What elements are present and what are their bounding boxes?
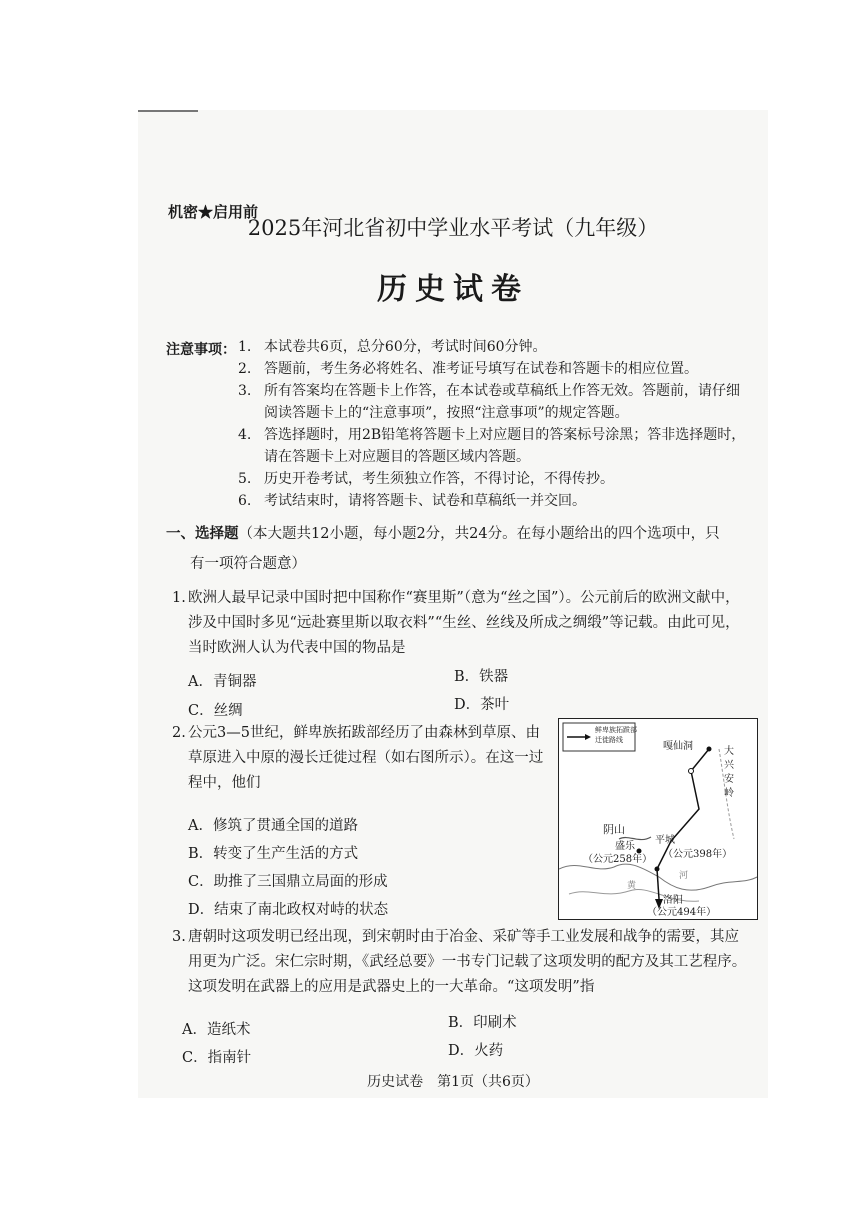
note-text: 答选择题时，用2B铅笔将答题卡上对应题目的答案标号涂黑；答非选择题时，请在答题卡上对应题目的答题区域内答题。	[264, 427, 746, 465]
label-yinshan: 阴山	[603, 823, 625, 836]
confidential-mark: 机密★启用前	[168, 203, 259, 221]
question-number: 1.	[172, 590, 186, 606]
note-text: 历史开卷考试，考生须独立作答，不得讨论，不得传抄。	[264, 471, 614, 487]
option-1b[interactable]: B．铁器	[454, 669, 509, 685]
note-number: 2.	[238, 361, 252, 377]
question-number: 3.	[172, 929, 186, 945]
section-instructions: （本大题共12小题，每小题2分，共24分。在每小题给出的四个选项中，只	[238, 526, 720, 542]
option-1c[interactable]: C．丝绸	[188, 703, 243, 719]
label-shengle-year: （公元258年）	[583, 854, 653, 865]
label-pingcheng: 平城	[655, 835, 675, 846]
legend-text-1: 鲜卑族拓跋部	[595, 726, 637, 734]
note-item	[238, 468, 753, 490]
exam-paper	[138, 110, 768, 1098]
option-2a[interactable]: A．修筑了贯通全国的道路	[188, 818, 358, 834]
note-item	[238, 336, 753, 358]
note-item	[238, 358, 753, 380]
question-stem: 欧洲人最早记录中国时把中国称作“赛里斯”（意为“丝之国”）。公元前后的欧洲文献中，涉及中国时多见“远赴赛里斯以取衣料”“生丝、丝线及所成之绸缎”等记载。由此可见，当时欧洲人认为代表中国的物品是	[188, 590, 740, 656]
option-3c[interactable]: C．指南针	[182, 1050, 252, 1066]
option-1d[interactable]: D．茶叶	[454, 697, 510, 713]
note-number: 5.	[238, 471, 252, 487]
option-2b[interactable]: B．转变了生产生活的方式	[188, 846, 359, 862]
option-2d[interactable]: D．结束了南北政权对峙的状态	[188, 902, 389, 918]
note-number: 4.	[238, 427, 252, 443]
notes-label: 注意事项：	[166, 342, 236, 358]
note-number: 1.	[238, 339, 252, 355]
option-3a[interactable]: A．造纸术	[182, 1022, 251, 1038]
cave-marker	[707, 747, 712, 752]
option-3b[interactable]: B．印刷术	[448, 1015, 517, 1031]
question-2	[172, 721, 550, 796]
migration-map	[558, 718, 758, 920]
subject-title: 历史试卷	[377, 272, 529, 307]
question-stem: 公元3—5世纪，鲜卑族拓跋部经历了由森林到草原、由草原进入中原的漫长迁徙过程（如右图所示）。在这一过程中，他们	[188, 725, 544, 791]
question-number: 2.	[172, 725, 186, 741]
note-text: 本试卷共6页，总分60分，考试时间60分钟。	[264, 339, 547, 355]
scan-edge-line	[138, 110, 198, 112]
label-huang: 黄	[627, 881, 637, 891]
note-number: 3.	[238, 383, 252, 399]
exam-title: 2025年河北省初中学业水平考试（九年级）	[247, 216, 659, 240]
label-shengle: 盛乐	[615, 841, 635, 852]
section-instructions-cont: 有一项符合题意）	[190, 556, 306, 572]
note-number: 6.	[238, 493, 252, 509]
label-luoyang: 洛阳	[663, 895, 683, 906]
note-item	[238, 424, 753, 468]
question-3	[172, 925, 752, 1000]
label-range: 大兴安岭	[724, 746, 734, 799]
note-item	[238, 380, 753, 424]
migration-route-south	[657, 869, 659, 899]
section-title: 一、选择题	[166, 525, 239, 542]
pingcheng-marker	[655, 867, 660, 872]
label-cave: 嘎仙洞	[663, 741, 693, 752]
label-he: 河	[679, 871, 689, 881]
shengle-marker	[637, 849, 642, 854]
note-item	[238, 490, 753, 512]
note-text: 考试结束时，请将答题卡、试卷和草稿纸一并交回。	[264, 493, 586, 509]
section-heading	[166, 524, 720, 544]
option-1a[interactable]: A．青铜器	[188, 674, 257, 690]
label-pingcheng-year: （公元398年）	[663, 849, 733, 860]
question-1	[172, 586, 752, 661]
page-footer: 历史试卷 第1页（共6页）	[367, 1074, 539, 1090]
option-2c[interactable]: C．助推了三国鼎立局面的形成	[188, 874, 388, 890]
note-text: 所有答案均在答题卡上作答，在本试卷或草稿纸上作答无效。答题前，请仔细阅读答题卡上的“注意事项”，按照“注意事项”的规定答题。	[264, 383, 740, 421]
legend-text-2: 迁徙路线	[595, 736, 623, 744]
question-stem: 唐朝时这项发明已经出现，到宋朝时由于冶金、采矿等手工业发展和战争的需要，其应用更为广泛。宋仁宗时期，《武经总要》一书专门记载了这项发明的配方及其工艺程序。这项发明在武器上的应用是武器史上的一大革命。“这项发明”指	[188, 929, 747, 995]
note-text: 答题前，考生务必将姓名、准考证号填写在试卷和答题卡的相应位置。	[264, 361, 698, 377]
waypoint-marker	[689, 769, 694, 774]
notes-list	[238, 336, 753, 512]
yinshan-range	[619, 837, 651, 840]
label-luoyang-year: （公元494年）	[647, 907, 717, 918]
option-3d[interactable]: D．火药	[448, 1043, 504, 1059]
